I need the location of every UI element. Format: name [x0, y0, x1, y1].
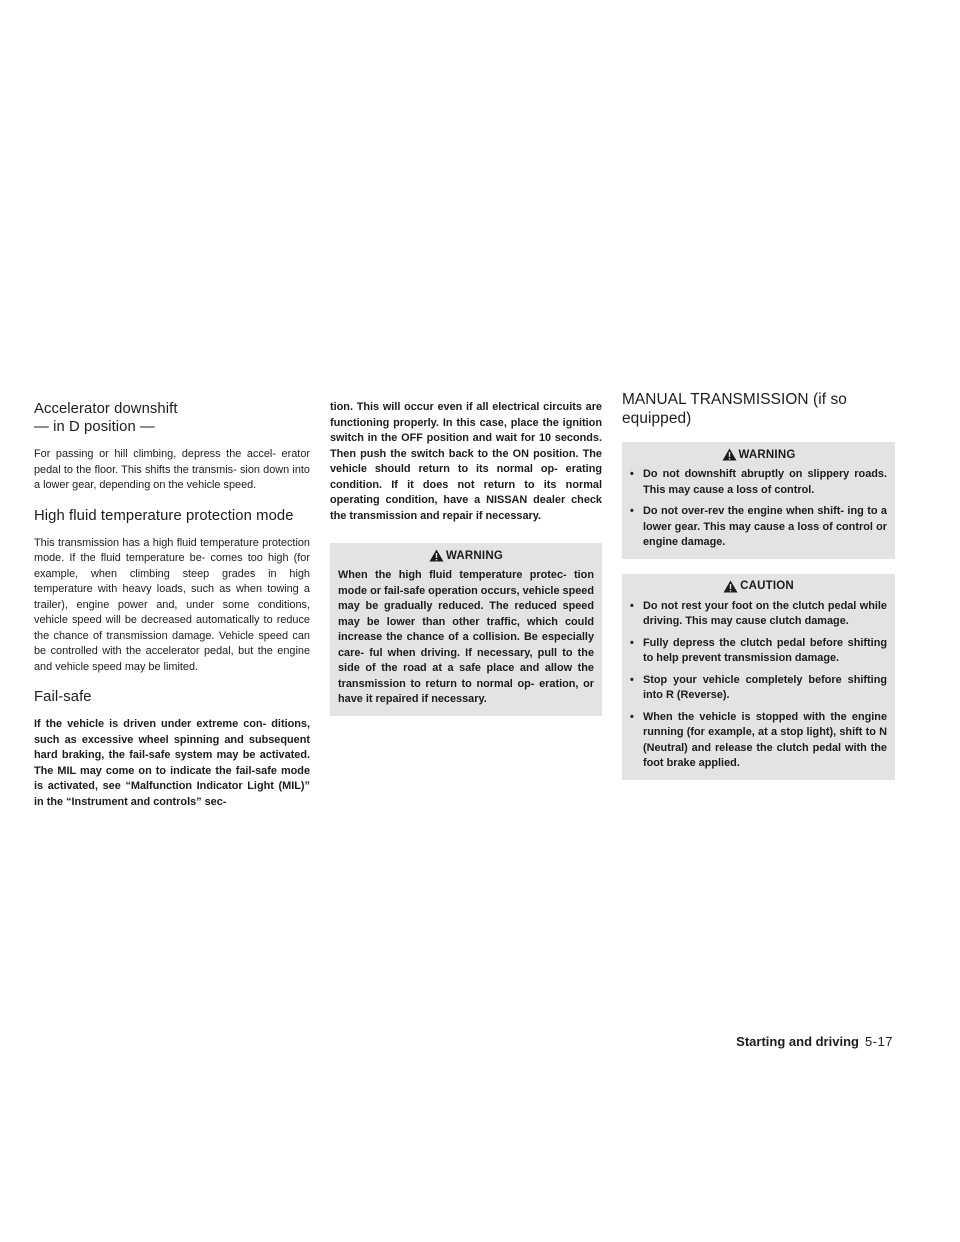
bullet: • — [630, 505, 634, 517]
warning-triangle-icon — [723, 580, 738, 593]
list-item — [630, 636, 887, 667]
heading-accelerator-downshift-line1: Accelerator downshift — [34, 401, 178, 417]
list-item — [630, 467, 887, 498]
heading-fail-safe: Fail-safe — [34, 689, 92, 705]
paragraph-accelerator-downshift: For passing or hill climbing, depress the accel- erator pedal to the floor. This shifts the transmis- sion down into a lower gear, depending on the vehicle speed. — [34, 448, 310, 491]
warning-box-manual-transmission — [622, 442, 895, 559]
bullet: • — [630, 468, 634, 480]
warning-text: When the high fluid temperature protec- tion mode or fail-safe operation occurs, vehicle speed may be gradually reduced. The reduced speed may be lower than other traffic, which could increase the chance of a collision. Be especially care- ful when driving. If necessary, pull to the side of the road at a safe place and allow the transmission to return to normal op- eration, or have it repaired if necessary. — [338, 569, 595, 705]
bullet: • — [630, 636, 634, 649]
list-item — [630, 504, 887, 551]
list-item-text: Do not downshift abruptly on slippery roads. This may cause a loss of control. — [643, 468, 887, 496]
list-item-text: Do not over-rev the engine when shift- ing to a lower gear. This may cause a loss of control or engine damage. — [643, 505, 887, 548]
list-item-text: Fully depress the clutch pedal before shifting to help prevent transmission damage. — [643, 636, 887, 664]
paragraph-fail-safe-continued: tion. This will occur even if all electrical circuits are functioning properly. In this case, place the ignition switch in the OFF position and wait for 10 seconds. Then push the switch back to the ON position. The vehicle should return to its normal op- erating condition. If it does not return to its normal operating condition, have a NISSAN dealer check the transmission and repair if necessary. — [330, 401, 602, 522]
bullet: • — [630, 673, 634, 686]
left-column — [34, 400, 310, 810]
warning-header — [338, 543, 594, 568]
page-number: 5-17 — [864, 1034, 893, 1049]
list-item-text: When the vehicle is stopped with the engine running (for example, at a stop light), shift to N (Neutral) and release the clutch pedal with the foot brake applied. — [643, 710, 887, 769]
caution-title: CAUTION — [740, 580, 794, 592]
bullet: • — [630, 710, 634, 723]
warning-box-fluid-temperature — [330, 543, 602, 716]
paragraph-fail-safe: If the vehicle is driven under extreme con- ditions, such as excessive wheel spinning and subsequent hard braking, the fail-safe system may be activated. The MIL may come on to indicate the fail-safe mode is activated, see “Malfunction Indicator Light (MIL)” in the “Instrument and controls” sec- — [34, 718, 310, 808]
list-item — [630, 599, 887, 630]
footer-section-title: Starting and driving — [736, 1034, 859, 1049]
caution-list — [630, 599, 887, 772]
warning-triangle-icon — [429, 549, 444, 562]
page-footer — [736, 1034, 893, 1049]
heading-accelerator-downshift-line2: — in D position — — [34, 419, 155, 435]
list-item-text: Do not rest your foot on the clutch pedal while driving. This may cause clutch damage. — [643, 599, 887, 627]
warning-title: WARNING — [738, 448, 796, 461]
right-column — [622, 391, 895, 780]
paragraph-high-fluid-temperature: This transmission has a high fluid temperature protection mode. If the fluid temperature be- comes too high (for example, when climbing steep grades in high temperature with heavy loads, such as when towing a trailer), engine power and, under some conditions, vehicle speed will be decreased automatically to reduce the chance of transmission damage. Vehicle speed can be controlled with the accelerator pedal, but the engine and vehicle speed may be limited. — [34, 536, 310, 673]
caution-header — [630, 574, 887, 599]
list-item-text: Stop your vehicle completely before shifting into R (Reverse). — [643, 673, 887, 701]
heading-accelerator-downshift — [34, 400, 310, 436]
warning-triangle-icon — [722, 448, 737, 461]
caution-box-manual-transmission — [622, 574, 895, 780]
warning-title: WARNING — [446, 549, 503, 562]
heading-manual-transmission: MANUAL TRANSMISSION (if so equipped) — [622, 391, 847, 427]
list-item — [630, 673, 887, 704]
list-item — [630, 710, 887, 772]
warning-header — [630, 442, 887, 467]
warning-list — [630, 467, 887, 551]
middle-column — [330, 400, 602, 716]
heading-high-fluid-temperature: High fluid temperature protection mode — [34, 507, 294, 524]
bullet: • — [630, 599, 634, 612]
